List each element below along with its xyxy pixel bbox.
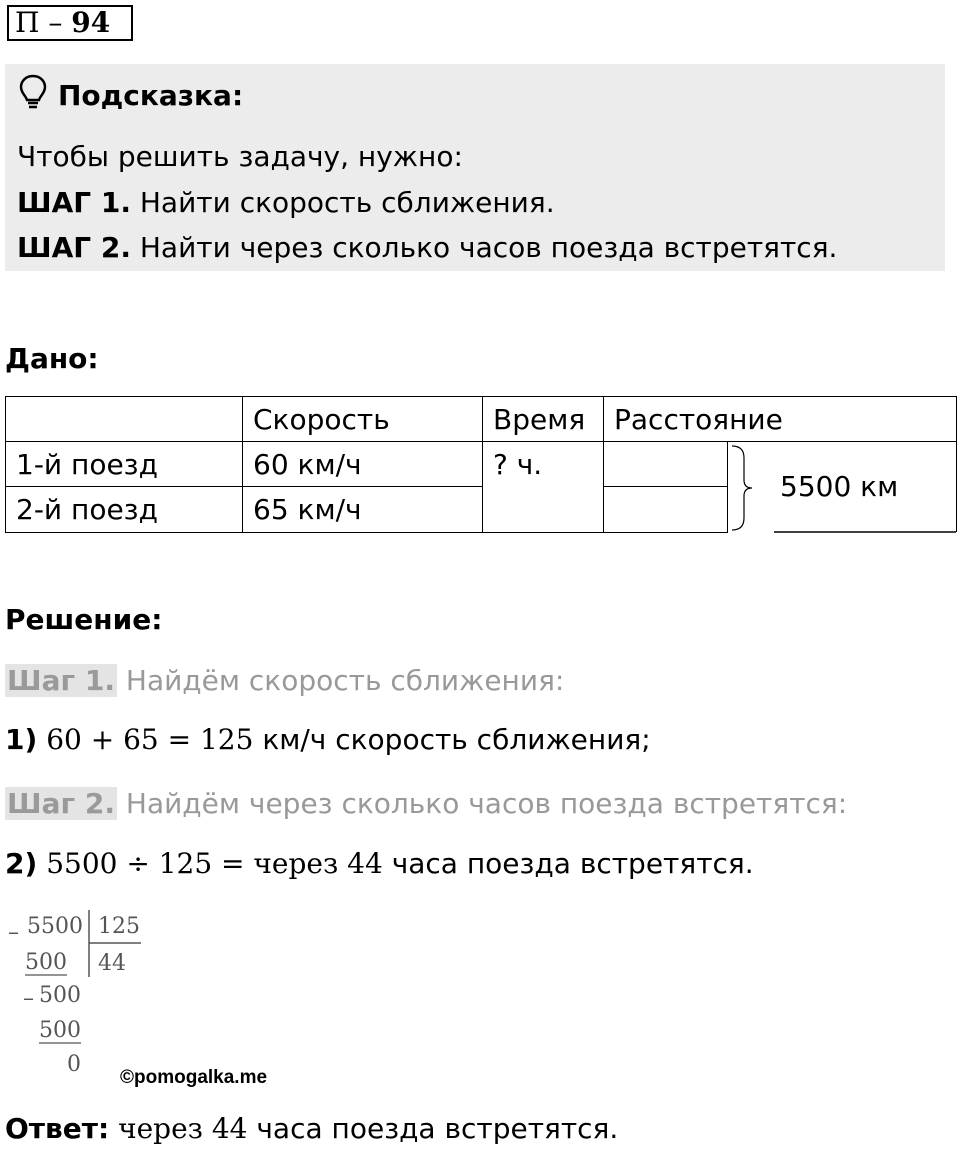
time-unknown: ? ч. [483,442,604,533]
hint-step-1-label: ШАГ 1. [17,186,131,219]
given-title: Дано: [5,342,99,375]
table-header-distance: Расстояние [604,397,957,442]
hint-intro: Чтобы решить задачу, нужно: [17,140,463,173]
ld-divisor: 125 [98,914,140,939]
calc-1-text: км/ч скорость сближения; [253,723,651,756]
table-header-speed: Скорость [243,397,483,442]
calc-2 [5,847,754,880]
train-2-speed: 65 км/ч [243,487,483,532]
answer-text: часа поезда встретятся. [247,1112,619,1145]
ld-rem-2: 0 [67,1052,81,1077]
long-division [5,905,155,1080]
ld-sub-1: 500 [25,950,67,975]
hint-step-2-label: ШАГ 2. [17,231,131,264]
calc-2-val: 44 [347,847,383,880]
calc-1 [5,723,651,756]
answer-val: 44 [211,1112,248,1145]
task-prefix: П – [15,6,63,39]
ld-quotient: 44 [98,951,126,976]
step-1-text: Найдём скорость сближения: [116,664,565,697]
lightbulb-icon [18,74,48,117]
calc-2-text: часа поезда встретятся. [382,847,754,880]
calc-2-num: 2) [5,847,38,880]
step-2-label: Шаг 2. [7,787,115,820]
answer-prefix: через [109,1112,212,1145]
calc-2-expr: 5500 ÷ 125 = [46,847,245,880]
total-distance-cell [728,442,957,533]
table-header-row [6,397,957,442]
hint-step-2 [17,231,837,264]
table-header-time: Время [483,397,604,442]
ld-dividend: 5500 [27,914,83,939]
site-credit: ©pomogalka.me [120,1067,268,1088]
step-2-text: Найдём через сколько часов поезда встретятся: [116,787,848,820]
step-1-label: Шаг 1. [7,664,115,697]
calc-2-mid: через [244,847,348,880]
table-row [6,442,957,487]
hint-title: Подсказка: [58,79,244,112]
calc-1-num: 1) [5,723,38,756]
table-header-empty [6,397,243,442]
minus-sign-2: – [23,986,34,1011]
total-distance: 5500 км [780,470,899,503]
train-1-speed: 60 км/ч [243,442,483,487]
answer-label: Ответ: [5,1112,110,1145]
solution-step-1 [5,664,564,697]
ld-rem-1: 500 [39,983,81,1008]
train-2-name: 2-й поезд [6,487,243,532]
ld-sub-2: 500 [39,1018,81,1043]
hint-step-2-text: Найти через сколько часов поезда встретятся. [130,231,838,264]
hint-step-1-text: Найти скорость сближения. [130,186,555,219]
hint-step-1 [17,186,555,219]
task-number: 94 [71,6,111,39]
hint-header [18,74,243,117]
train-1-distance [604,442,728,487]
train-1-name: 1-й поезд [6,442,243,487]
solution-step-2 [5,787,847,820]
answer [5,1112,618,1145]
given-table [5,396,957,533]
task-number-box [7,5,133,41]
calc-1-expr: 60 + 65 = 125 [46,723,254,756]
solution-title: Решение: [5,603,163,636]
train-2-distance [604,487,728,532]
minus-sign-1: – [8,920,19,945]
